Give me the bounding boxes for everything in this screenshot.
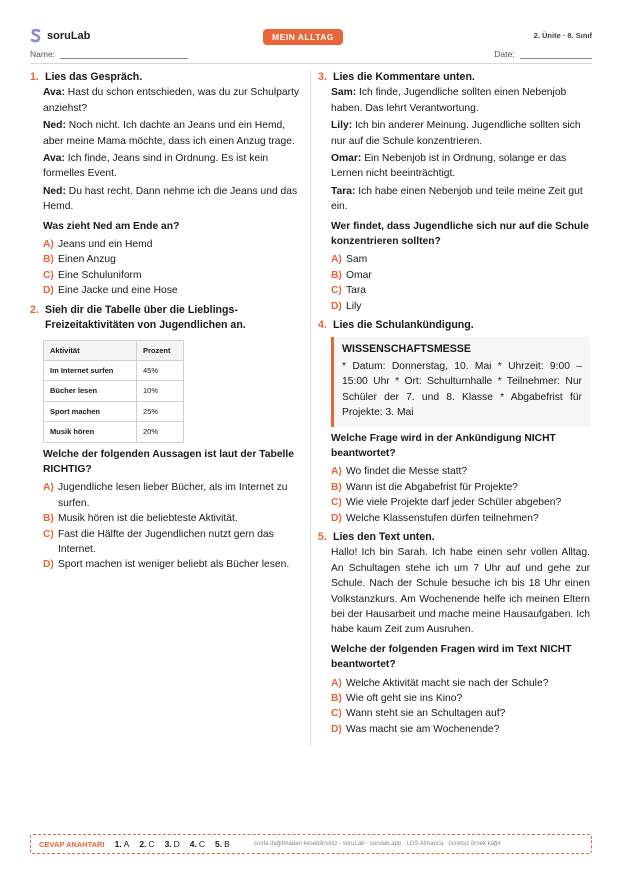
- question-4-body: [318, 337, 590, 526]
- reading-text: Hallo! Ich bin Sarah. Ich habe einen sehr vollen Alltag. An Schultagen stehe ich um 7 Uhr auf und gehe zur Schule. Nach der Schule besuche ich bis 18 Uhr einen Volkstanzkurs. Am Wochenende helfe ich meinen Eltern bei der Hausarbeit und mache meine Hausaufgaben. Ich habe kaum Zeit zum Ausruhen.: [331, 547, 590, 636]
- option-text: Fast die Hälfte der Jugendlichen nutzt gern das Internet.: [58, 528, 274, 555]
- question-3: [318, 70, 590, 314]
- brand-logo-icon: [30, 29, 42, 43]
- date-field[interactable]: [494, 49, 592, 59]
- answer-option[interactable]: [331, 691, 590, 706]
- option-text: Einen Anzug: [58, 254, 116, 266]
- line-text: Ein Nebenjob ist in Ordnung, solange er das Lernen nicht beeinträchtigt.: [331, 153, 567, 180]
- question-5-header: [318, 530, 590, 545]
- option-letter: C): [43, 528, 54, 540]
- option-text: Jeans und ein Hemd: [58, 239, 153, 251]
- answer-option[interactable]: [331, 252, 590, 267]
- option-text: Jugendliche lesen lieber Bücher, als im Internet zu surfen.: [58, 482, 288, 509]
- option-text: Musik hören ist die beliebteste Aktivität.: [58, 513, 238, 525]
- answer-option[interactable]: [331, 299, 590, 314]
- option-text: Lily: [346, 300, 362, 312]
- comment-line: [331, 85, 590, 116]
- answer-option[interactable]: [331, 495, 590, 510]
- option-letter: A): [331, 677, 342, 689]
- question-title: Lies die Schulankündigung.: [333, 319, 474, 332]
- line-text: Ich finde, Jugendliche sollten einen Nebenjob haben. Das lehrt Verantwortung.: [331, 87, 567, 114]
- page-header: [30, 29, 592, 47]
- answer-option[interactable]: [331, 464, 590, 479]
- option-letter: D): [331, 300, 342, 312]
- question-1-header: [30, 70, 300, 85]
- question-3-body: [318, 85, 590, 314]
- option-letter: C): [331, 497, 342, 509]
- answer-key-item: [190, 839, 205, 849]
- option-letter: B): [43, 513, 54, 525]
- table-cell: 45%: [137, 360, 184, 380]
- question-prompt: Was zieht Ned am Ende an?: [43, 220, 180, 232]
- option-text: Was macht sie am Wochenende?: [346, 723, 500, 735]
- name-date-row: [30, 49, 592, 61]
- option-letter: D): [43, 559, 54, 571]
- announcement-title: WISSENSCHAFTSMESSE: [342, 342, 471, 355]
- question-number: 3.: [318, 71, 327, 83]
- question-prompt: Welche der folgenden Fragen wird im Text NICHT beantwortet?: [331, 643, 572, 671]
- option-text: Wann ist die Abgabefrist für Projekte?: [346, 481, 518, 493]
- option-letter: D): [331, 723, 342, 735]
- activity-table: [43, 340, 184, 443]
- table-cell: 20%: [137, 422, 184, 442]
- table-row: [44, 360, 184, 380]
- option-letter: C): [331, 708, 342, 720]
- table-cell: Sport machen: [44, 401, 137, 421]
- announcement-text: * Datum: Donnerstag, 10. Mai * Uhrzeit: 9:00 – 15:00 Uhr * Ort: Schulturnhalle * Teilnehmer: Nur Schüler der 7. und 8. Klasse * Abgabefrist für Projekte: 3. Mai: [342, 360, 582, 419]
- answer-option[interactable]: [43, 237, 300, 252]
- answer-letter: A: [123, 839, 130, 849]
- option-text: Wie viele Projekte darf jeder Schüler abgeben?: [346, 497, 562, 509]
- option-text: Wann steht sie an Schultagen auf?: [346, 708, 506, 720]
- option-letter: B): [331, 481, 342, 493]
- column-divider: [310, 70, 311, 746]
- table-cell: 25%: [137, 401, 184, 421]
- line-text: Ich bin anderer Meinung. Jugendliche sollten sich nur auf die Schule konzentrieren.: [331, 120, 581, 147]
- option-letter: C): [43, 269, 54, 281]
- dialogue-line: [43, 85, 300, 116]
- brand: [30, 29, 90, 43]
- line-text: Hast du schon entschieden, was du zur Schulparty anziehst?: [43, 87, 300, 114]
- answer-option[interactable]: [43, 480, 300, 511]
- speaker: Tara:: [331, 185, 356, 197]
- option-letter: A): [331, 466, 342, 478]
- question-prompt: Welche der folgenden Aussagen ist laut der Tabelle RICHTIG?: [43, 448, 294, 475]
- option-letter: C): [331, 285, 342, 297]
- date-label: Date:: [494, 49, 515, 59]
- question-5: [318, 530, 590, 737]
- right-column: [318, 70, 590, 741]
- question-4: [318, 318, 590, 526]
- answer-key-item: [215, 839, 230, 849]
- answer-option[interactable]: [331, 722, 590, 737]
- option-letter: B): [331, 269, 342, 281]
- option-text: Tara: [346, 285, 367, 297]
- option-text: Eine Jacke und eine Hose: [58, 285, 178, 297]
- answer-option[interactable]: [43, 511, 300, 526]
- option-letter: D): [43, 285, 54, 297]
- question-1: [30, 70, 300, 299]
- speaker: Ned:: [43, 120, 66, 132]
- comment-line: [331, 118, 590, 149]
- option-text: Wie oft geht sie ins Kino?: [346, 693, 463, 705]
- option-text: Sport machen ist weniger beliebt als Bücher lesen.: [58, 559, 290, 571]
- question-number: 2.: [30, 303, 39, 316]
- answer-key-item: [165, 839, 180, 849]
- answer-number: 3.: [164, 839, 172, 849]
- header-rule: [30, 63, 592, 64]
- question-number: 5.: [318, 530, 327, 543]
- question-title: Lies das Gespräch.: [45, 71, 143, 83]
- answer-option[interactable]: [43, 268, 300, 283]
- answer-key-item: [115, 839, 130, 849]
- table-header-row: [44, 340, 184, 360]
- option-letter: A): [331, 254, 342, 266]
- dialogue-line: [43, 184, 300, 215]
- answer-number: 5.: [215, 839, 223, 849]
- answer-option[interactable]: [331, 268, 590, 283]
- answer-number: 2.: [139, 839, 147, 849]
- line-text: Ich habe einen Nebenjob und teile meine Zeit gut ein.: [331, 185, 583, 213]
- grade-label: 2. Ünite · 8. Sınıf: [533, 31, 592, 40]
- option-letter: D): [331, 512, 342, 524]
- left-column: [30, 70, 300, 577]
- table-header-cell: Aktivität: [44, 340, 137, 360]
- answer-option[interactable]: [43, 252, 300, 267]
- line-text: Ich finde, Jeans sind in Ordnung. Es ist kein formelles Event.: [43, 153, 269, 180]
- name-blank[interactable]: [60, 49, 188, 59]
- answer-option[interactable]: [43, 527, 300, 558]
- name-label: Name:: [30, 49, 56, 59]
- answer-key-label: CEVAP ANAHTARI: [39, 839, 105, 849]
- answer-option[interactable]: [43, 283, 300, 298]
- question-4-header: [318, 318, 590, 333]
- option-letter: B): [43, 254, 54, 266]
- question-title: Lies die Kommentare unten.: [333, 71, 475, 83]
- answer-option[interactable]: [331, 511, 590, 526]
- answer-key: [30, 834, 592, 854]
- question-2-body: [30, 340, 300, 573]
- option-text: Sam: [346, 254, 368, 266]
- speaker: Ned:: [43, 185, 66, 197]
- question-1-body: [30, 85, 300, 298]
- speaker: Omar:: [331, 153, 362, 165]
- option-text: Eine Schuluniform: [58, 269, 142, 281]
- announcement-box: [331, 337, 590, 427]
- answer-option[interactable]: [331, 283, 590, 298]
- option-letter: A): [43, 239, 54, 251]
- answer-option[interactable]: [331, 480, 590, 495]
- answer-option[interactable]: [331, 676, 590, 691]
- question-title: Sieh dir die Tabelle über die Lieblings-Freizeitaktivitäten von Jugendlichen an.: [45, 303, 246, 332]
- question-number: 1.: [30, 71, 39, 83]
- answer-option[interactable]: [43, 557, 300, 572]
- table-row: [44, 401, 184, 421]
- answer-letter: C: [148, 839, 155, 849]
- option-text: Wo findet die Messe statt?: [346, 466, 468, 478]
- table-cell: Musik hören: [44, 422, 137, 442]
- answer-key-item: [139, 839, 154, 849]
- option-text: Welche Klassenstufen dürfen teilnehmen?: [346, 512, 539, 524]
- question-prompt: Wer findet, dass Jugendliche sich nur auf die Schule konzentrieren sollten?: [331, 220, 589, 248]
- speaker: Lily:: [331, 120, 353, 132]
- comment-line: [331, 184, 590, 215]
- question-2: [30, 303, 300, 573]
- option-letter: A): [43, 482, 54, 494]
- table-row: [44, 422, 184, 442]
- answer-letter: B: [224, 839, 230, 849]
- speaker: Sam:: [331, 87, 357, 99]
- name-field[interactable]: [30, 49, 188, 59]
- table-header-cell: Prozent: [137, 340, 184, 360]
- comment-line: [331, 151, 590, 182]
- question-5-body: [318, 545, 590, 737]
- table-cell: 10%: [137, 381, 184, 401]
- question-3-header: [318, 70, 590, 85]
- table-cell: Im Internet surfen: [44, 360, 137, 380]
- question-number: 4.: [318, 319, 327, 332]
- line-text: Du hast recht. Dann nehme ich die Jeans und das Hemd.: [43, 185, 298, 213]
- speaker: Ava:: [43, 87, 65, 99]
- brand-name: soruLab: [47, 30, 91, 42]
- date-blank[interactable]: [520, 49, 592, 59]
- question-title: Lies den Text unten.: [333, 530, 435, 543]
- question-2-header: [30, 303, 300, 334]
- answer-letter: D: [173, 839, 180, 849]
- line-text: Noch nicht. Ich dachte an Jeans und ein Hemd, aber meine Mama möchte, dass ich einen Anzug trage.: [43, 120, 295, 147]
- footer-note: sınıfa dağıtmadan kesebilirsiniz · soruLab · sorulab.app · LGS Almanca · ücretsiz örnek kâğıt: [253, 841, 501, 847]
- table-row: [44, 381, 184, 401]
- question-prompt: Welche Frage wird in der Ankündigung NICHT beantwortet?: [331, 432, 556, 459]
- worksheet-title: MEIN ALLTAG: [263, 29, 343, 45]
- speaker: Ava:: [43, 153, 65, 165]
- dialogue-line: [43, 118, 300, 149]
- option-text: Omar: [346, 269, 372, 281]
- table-cell: Bücher lesen: [44, 381, 137, 401]
- answer-number: 1.: [114, 839, 122, 849]
- answer-letter: C: [198, 839, 206, 849]
- option-letter: B): [331, 693, 342, 705]
- option-text: Welche Aktivität macht sie nach der Schule?: [346, 677, 549, 689]
- dialogue-line: [43, 151, 300, 182]
- answer-number: 4.: [189, 839, 197, 849]
- answer-option[interactable]: [331, 706, 590, 721]
